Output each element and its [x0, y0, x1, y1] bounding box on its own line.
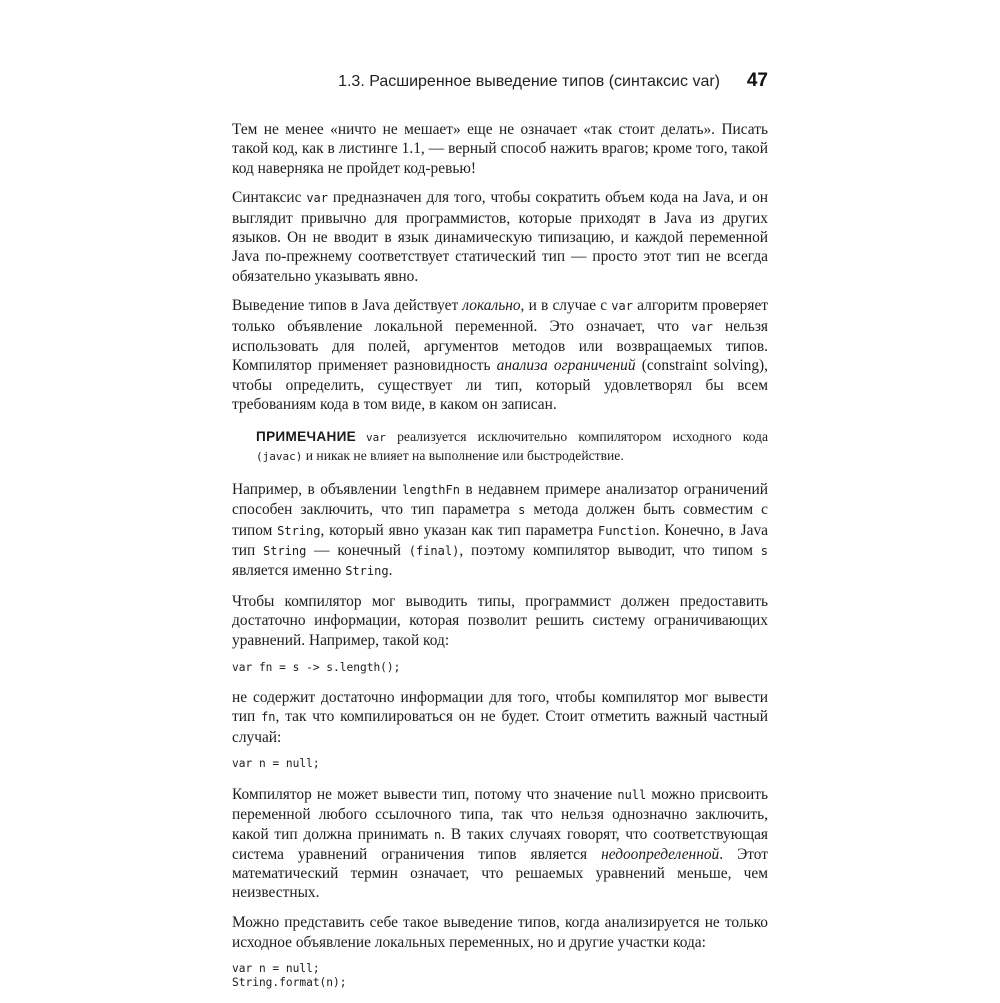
inline-code: Function	[598, 523, 656, 538]
paragraph-8	[232, 913, 768, 952]
note-text: реализуется исключительно компилятором исходного кода	[385, 429, 768, 445]
inline-code: String	[345, 564, 389, 579]
paragraph-text: , поэтому компилятор выводит, что типом	[459, 542, 761, 560]
italic-term: недоопределенной	[601, 845, 720, 863]
paragraph-text: Например, в объявлении	[232, 481, 403, 499]
paragraph-text: . В таких случаях говорят, что соответствующая система уравнений ограничения типов является	[232, 825, 768, 863]
paragraph-text: Компилятор не может вывести тип, потому что значение	[232, 785, 618, 803]
paragraph-text: нельзя использовать для полей, аргументов методов или возвращаемых типов. Компилятор применяет разновидность	[232, 317, 768, 375]
note-label: ПРИМЕЧАНИЕ	[256, 429, 357, 445]
paragraph-text: (constraint solving), чтобы определить, существует ли тип, который удовлетворял бы всем требованиям кода в том виде, в каком он записан.	[232, 357, 768, 413]
inline-code: (javac)	[256, 450, 303, 464]
italic-term: локально	[462, 297, 521, 315]
paragraph-text: Можно представить себе такое выведение типов, когда анализируется не только исходное объявление локальных переменных, но и другие участки кода:	[232, 914, 768, 951]
inline-code: String	[263, 544, 307, 559]
note-text: и никак не влияет на выполнение или быстродействие.	[302, 448, 624, 464]
paragraph-text: , который явно указан как тип параметра	[320, 521, 598, 539]
paragraph-text: является именно	[232, 562, 346, 580]
paragraph-text: метода должен быть совместим с типом	[232, 501, 769, 539]
paragraph-text: Синтаксис	[232, 189, 307, 207]
inline-code: String	[277, 523, 321, 538]
paragraph-7	[232, 785, 768, 903]
code-listing-3: var n = null; String.format(n);	[232, 962, 347, 989]
code-listing-1: var fn = s -> s.length();	[232, 660, 401, 674]
paragraph-text: — конечный	[306, 542, 409, 560]
running-header	[232, 70, 768, 96]
paragraph-text: можно присвоить переменной любого ссылочного типа, так что нельзя однозначно заключить, какой тип должна принимать	[232, 785, 768, 843]
paragraph-6	[232, 688, 768, 747]
paragraph-2	[232, 188, 768, 285]
inline-code: s	[518, 503, 526, 518]
inline-code: lengthFn	[402, 483, 460, 498]
paragraph-text: не содержит достаточно информации для того, чтобы компилятор мог вывести тип	[232, 689, 768, 726]
inline-code: var	[691, 319, 713, 334]
page-body	[232, 120, 768, 1003]
paragraph-text: , так что компилироваться он не будет. Стоит отметить важный частный случай:	[232, 708, 768, 746]
inline-code: null	[617, 787, 647, 802]
page-number: 47	[746, 70, 768, 91]
paragraph-text: алгоритм проверяет только объявление локальной переменной. Это означает, что	[232, 297, 769, 335]
paragraph-3	[232, 296, 768, 414]
inline-code: fn	[261, 710, 276, 725]
paragraph-4	[232, 480, 768, 581]
note-block	[256, 428, 768, 466]
inline-code: var	[366, 431, 386, 445]
paragraph-5	[232, 592, 768, 650]
italic-term: анализа ограничений	[496, 357, 636, 375]
inline-code: n	[434, 827, 442, 842]
paragraph-text: .	[388, 562, 393, 580]
paragraph-text: . Этот математический термин означает, что решаемых уравнений меньше, чем неизвестных.	[232, 845, 768, 902]
paragraph-text: предназначен для того, чтобы сократить объем кода на Java, и он выглядит привычно для программистов, которые приходят в Java из других языков. Он не вводит в язык динамическую типизацию, и каждой переменной Java по-прежнему соответствует статический тип — просто этот тип не всегда обязательно указывать явно.	[232, 189, 768, 285]
paragraph-text: Выведение типов в Java действует	[232, 297, 463, 315]
inline-code: (final)	[408, 544, 460, 559]
paragraph-text: в недавнем примере анализатор ограничений способен заключить, что тип параметра	[232, 481, 768, 519]
paragraph-1	[232, 120, 768, 178]
paragraph-text: . Конечно, в Java тип	[232, 521, 768, 560]
inline-code: s	[760, 544, 769, 559]
paragraph-text: Тем не менее «ничто не мешает» еще не означает «так стоит делать». Писать такой код, как в листинге 1.1, — верный способ нажить врагов; кроме того, такой код наверняка не пройдет код-ревью!	[232, 121, 768, 177]
code-listing-2: var n = null;	[232, 757, 320, 771]
inline-code: var	[611, 299, 633, 314]
header-title: 1.3. Расширенное выведение типов (синтаксис var)	[338, 73, 720, 90]
inline-code: var	[306, 191, 329, 206]
paragraph-text: Чтобы компилятор мог выводить типы, программист должен предоставить достаточно информации, которая позволит решить систему ограничивающих уравнений. Например, такой код:	[232, 593, 768, 649]
paragraph-text: , и в случае с	[520, 297, 612, 315]
